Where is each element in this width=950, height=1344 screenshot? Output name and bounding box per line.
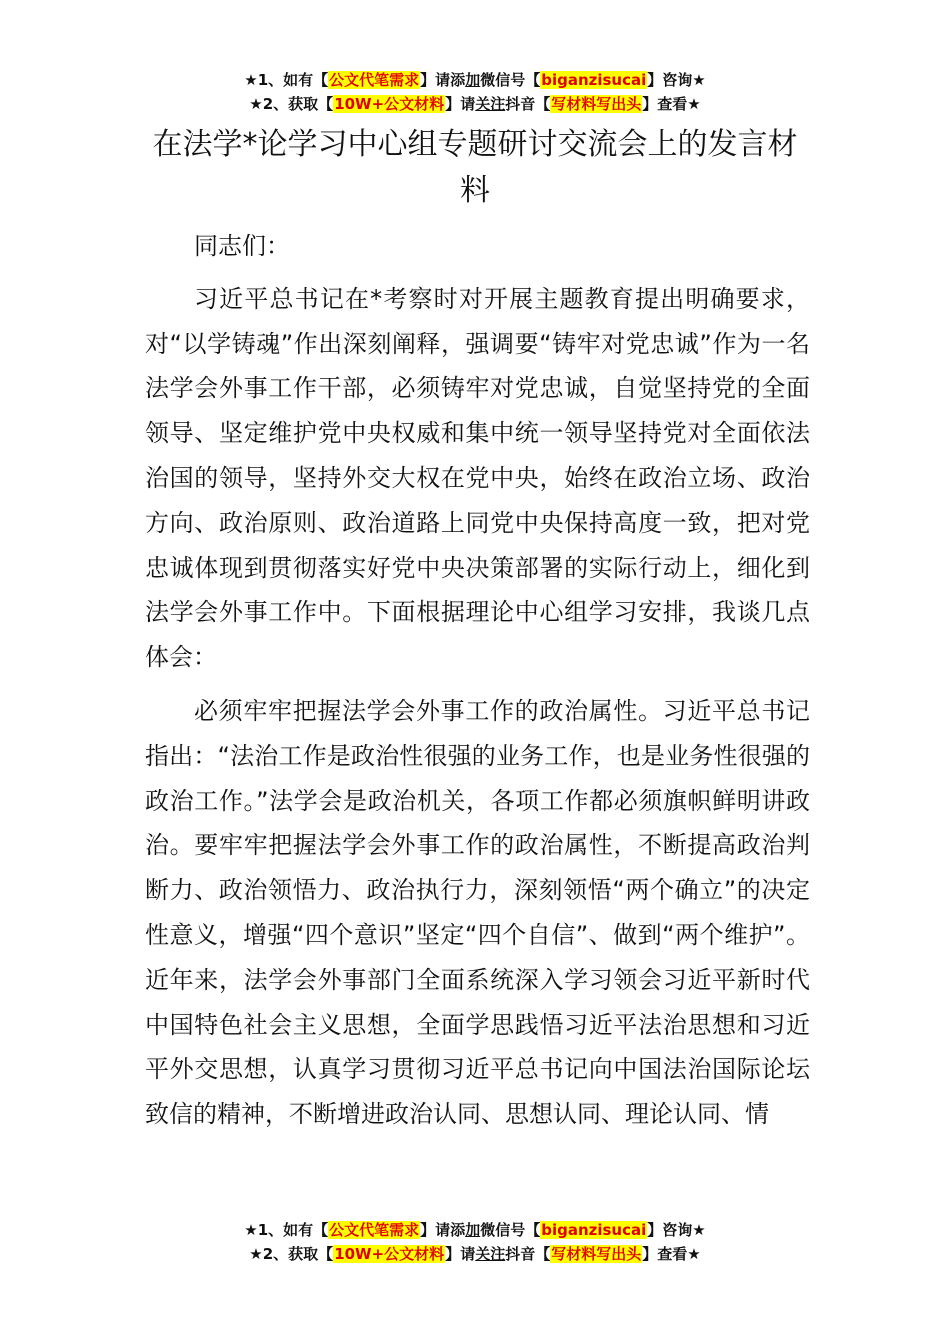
promo-highlight: 公文代笔需求 bbox=[329, 71, 420, 89]
promo-highlight: biganzisucai bbox=[541, 1221, 647, 1239]
paragraph-2: 必须牢牢把握法学会外事工作的政治属性。习近平总书记指出：“法治工作是政治性很强的业务工作，也是业务性很强的政治工作。”法学会是政治机关，各项工作都必须旗帜鲜明讲政治。要牢牢把握法学会外事工作的政治属性，不断提高政治判断力、政治领悟力、政治执行力，深刻领悟“两个确立”的决定性意义，增强“四个意识”坚定“四个自信”、做到“两个维护”。近年来，法学会外事部门全面系统深入学习领会习近平新时代中国特色社会主义思想，全面学思践悟习近平法治思想和习近平外交思想，认真学习贯彻习近平总书记向中国法治国际论坛致信的精神，不断增进政治认同、思想认同、理论认同、情 bbox=[145, 696, 810, 1129]
promo-underlined: 关注 bbox=[475, 95, 506, 113]
promo-text: ★2、获取【 bbox=[249, 95, 334, 113]
promo-highlight: 10W+公文材料 bbox=[334, 1245, 445, 1263]
document-body bbox=[145, 224, 810, 1146]
promo-line-2 bbox=[0, 92, 950, 116]
promo-underlined: 关注 bbox=[475, 1245, 506, 1263]
promo-banner-top bbox=[0, 68, 950, 116]
promo-highlight: 写材料写出头 bbox=[551, 1245, 642, 1263]
promo-text: 抖音【 bbox=[505, 1245, 551, 1263]
promo-text: 微信号【 bbox=[480, 1221, 541, 1239]
promo-highlight: 10W+公文材料 bbox=[334, 95, 445, 113]
promo-text: 】请添 bbox=[420, 1221, 466, 1239]
promo-text: ★2、获取【 bbox=[249, 1245, 334, 1263]
promo-text: 】查看★ bbox=[642, 1245, 701, 1263]
promo-line-1 bbox=[0, 68, 950, 92]
promo-underlined: 加 bbox=[465, 1221, 481, 1239]
document-title: 在法学*论学习中心组专题研讨交流会上的发言材料 bbox=[152, 127, 798, 208]
promo-text: 微信号【 bbox=[480, 71, 541, 89]
promo-text: 】请 bbox=[445, 1245, 476, 1263]
promo-highlight: 公文代笔需求 bbox=[329, 1221, 420, 1239]
promo-text: ★1、如有【 bbox=[244, 1221, 329, 1239]
promo-highlight: 写材料写出头 bbox=[551, 95, 642, 113]
promo-text: 】请 bbox=[445, 95, 476, 113]
promo-text: 抖音【 bbox=[505, 95, 551, 113]
promo-line-1 bbox=[0, 1218, 950, 1242]
promo-text: 】咨询★ bbox=[647, 1221, 706, 1239]
promo-text: 】查看★ bbox=[642, 95, 701, 113]
promo-text: 】咨询★ bbox=[647, 71, 706, 89]
promo-underlined: 加 bbox=[465, 71, 481, 89]
promo-line-2 bbox=[0, 1242, 950, 1266]
promo-banner-bottom bbox=[0, 1218, 950, 1266]
promo-highlight: biganzisucai bbox=[541, 71, 647, 89]
salutation: 同志们： bbox=[194, 232, 290, 260]
paragraph-1: 习近平总书记在*考察时对开展主题教育提出明确要求，对“以学铸魂”作出深刻阐释，强调要“铸牢对党忠诚”作为一名法学会外事工作干部，必须铸牢对党忠诚，自觉坚持党的全面领导、坚定维护党中央权威和集中统一领导坚持党对全面依法治国的领导，坚持外交大权在党中央，始终在政治立场、政治方向、政治原则、政治道路上同党中央保持高度一致，把对党忠诚体现到贯彻落实好党中央决策部署的实际行动上，细化到法学会外事工作中。下面根据理论中心组学习安排，我谈几点体会： bbox=[145, 284, 810, 672]
promo-text: 】请添 bbox=[420, 71, 466, 89]
promo-text: ★1、如有【 bbox=[244, 71, 329, 89]
